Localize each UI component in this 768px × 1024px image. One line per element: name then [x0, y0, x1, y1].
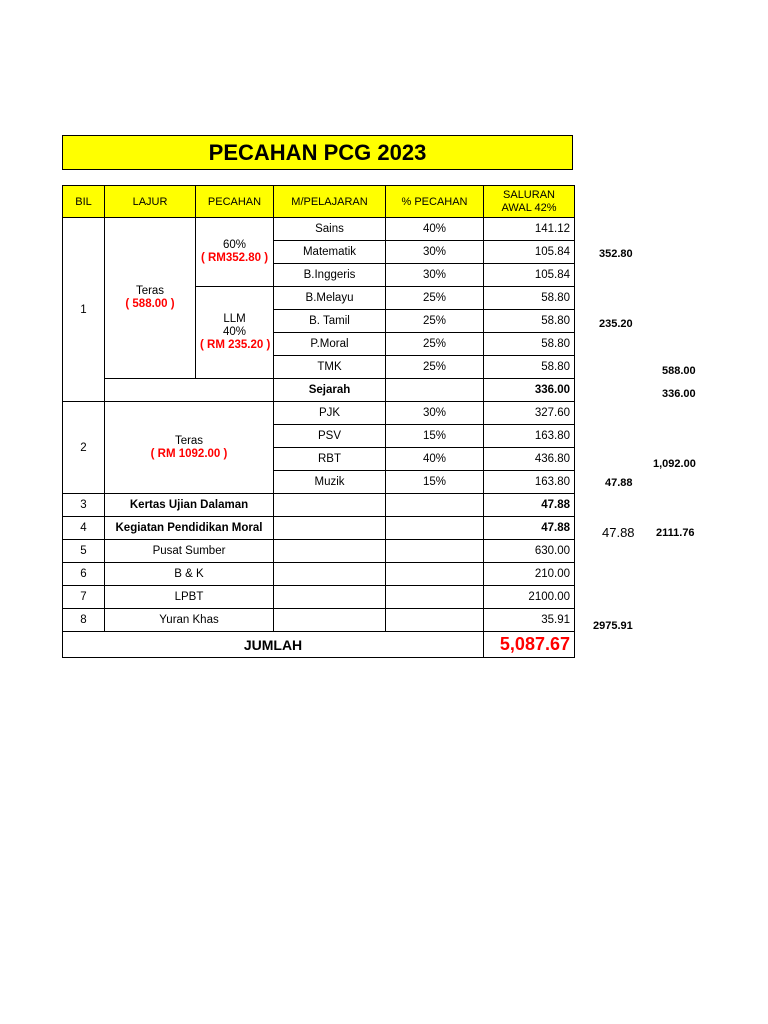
lajur-cell [105, 402, 274, 494]
pecahan-pct: 40% [222, 326, 247, 338]
bil-cell: 2 [63, 402, 105, 494]
value-cell: 58.80 [484, 333, 575, 356]
value-cell: 58.80 [484, 287, 575, 310]
table-row [63, 402, 575, 425]
value-cell: 336.00 [484, 379, 575, 402]
side-note: 47.88 [602, 525, 635, 540]
header-bil: BIL [63, 186, 105, 218]
pct-cell: 25% [386, 333, 484, 356]
table-row [63, 540, 575, 563]
pecahan-group-a [196, 218, 274, 287]
table-row [63, 517, 575, 540]
value-cell: 163.80 [484, 471, 575, 494]
pct-cell: 25% [386, 356, 484, 379]
header-lajur: LAJUR [105, 186, 196, 218]
subject-cell: PJK [274, 402, 386, 425]
lajur-cell [105, 218, 196, 379]
subject-cell: B.Melayu [274, 287, 386, 310]
pct-cell: 15% [386, 425, 484, 448]
value-cell: 163.80 [484, 425, 575, 448]
pct-cell: 40% [386, 218, 484, 241]
header-pecahan: PECAHAN [196, 186, 274, 218]
side-note: 2111.76 [656, 527, 695, 539]
value-cell: 105.84 [484, 264, 575, 287]
value-cell: 58.80 [484, 310, 575, 333]
lajur-label: Teras [174, 434, 204, 447]
table-row [63, 218, 575, 241]
bil-cell: 5 [63, 540, 105, 563]
bil-cell: 3 [63, 494, 105, 517]
item-label: B & K [105, 563, 274, 586]
subject-cell: P.Moral [274, 333, 386, 356]
empty-cell [274, 563, 386, 586]
total-label: JUMLAH [63, 632, 484, 658]
item-label: Kegiatan Pendidikan Moral [105, 517, 274, 540]
pecahan-group-b [196, 287, 274, 379]
pecahan-amount: ( RM 235.20 ) [200, 339, 271, 351]
table-row [63, 494, 575, 517]
pct-cell: 30% [386, 241, 484, 264]
empty-cell [274, 494, 386, 517]
lajur-label: Teras [135, 285, 165, 297]
side-note: 235.20 [599, 318, 633, 330]
bil-cell: 1 [63, 218, 105, 402]
subject-cell: Sejarah [274, 379, 386, 402]
side-note: 1,092.00 [653, 458, 696, 470]
subject-cell: B.Inggeris [274, 264, 386, 287]
empty-cell [386, 563, 484, 586]
bil-cell: 8 [63, 609, 105, 632]
pct-cell [386, 379, 484, 402]
lajur-amount: ( RM 1092.00 ) [150, 447, 228, 460]
pct-cell: 30% [386, 264, 484, 287]
subject-cell: Matematik [274, 241, 386, 264]
header-row [63, 186, 575, 218]
empty-cell [386, 609, 484, 632]
empty-cell [386, 540, 484, 563]
empty-cell [274, 609, 386, 632]
table-row [63, 609, 575, 632]
header-saluran [484, 186, 575, 218]
header-saluran-line1: SALURAN [503, 188, 555, 201]
item-label: LPBT [105, 586, 274, 609]
pecahan-amount: ( RM352.80 ) [200, 252, 269, 264]
empty-cell [386, 586, 484, 609]
subject-cell: RBT [274, 448, 386, 471]
total-row [63, 632, 575, 658]
value-cell: 58.80 [484, 356, 575, 379]
empty-cell [274, 517, 386, 540]
pct-cell: 30% [386, 402, 484, 425]
header-mpelajaran: M/PELAJARAN [274, 186, 386, 218]
empty-cell [274, 586, 386, 609]
pct-cell: 40% [386, 448, 484, 471]
side-note: 588.00 [662, 365, 696, 377]
pct-cell: 25% [386, 310, 484, 333]
value-cell: 105.84 [484, 241, 575, 264]
subject-cell: Sains [274, 218, 386, 241]
item-label: Yuran Khas [105, 609, 274, 632]
subject-cell: TMK [274, 356, 386, 379]
value-cell: 2100.00 [484, 586, 575, 609]
value-cell: 141.12 [484, 218, 575, 241]
subject-cell: Muzik [274, 471, 386, 494]
value-cell: 210.00 [484, 563, 575, 586]
total-value: 5,087.67 [484, 632, 575, 658]
value-cell: 327.60 [484, 402, 575, 425]
bil-cell: 6 [63, 563, 105, 586]
bil-cell: 4 [63, 517, 105, 540]
value-cell: 35.91 [484, 609, 575, 632]
value-cell: 436.80 [484, 448, 575, 471]
table-row [63, 379, 575, 402]
pct-cell: 25% [386, 287, 484, 310]
header-pct-pecahan: % PECAHAN [386, 186, 484, 218]
item-label: Pusat Sumber [105, 540, 274, 563]
value-cell: 630.00 [484, 540, 575, 563]
pecahan-pct: 60% [222, 239, 247, 251]
pct-cell: 15% [386, 471, 484, 494]
empty-cell [274, 540, 386, 563]
bil-cell: 7 [63, 586, 105, 609]
side-note: 47.88 [605, 477, 633, 489]
side-note: 336.00 [662, 388, 696, 400]
side-note: 352.80 [599, 248, 633, 260]
empty-cell [105, 379, 274, 402]
table-row [63, 586, 575, 609]
header-saluran-line2: AWAL 42% [501, 201, 557, 214]
subject-cell: B. Tamil [274, 310, 386, 333]
value-cell: 47.88 [484, 517, 575, 540]
table-row [63, 563, 575, 586]
lajur-amount: ( 588.00 ) [125, 298, 175, 310]
subject-cell: PSV [274, 425, 386, 448]
side-note: 2975.91 [593, 620, 633, 632]
empty-cell [386, 517, 484, 540]
pecahan-name: LLM [223, 313, 246, 325]
value-cell: 47.88 [484, 494, 575, 517]
page-title: PECAHAN PCG 2023 [62, 135, 573, 170]
pcg-table [62, 185, 575, 658]
item-label: Kertas Ujian Dalaman [105, 494, 274, 517]
empty-cell [386, 494, 484, 517]
